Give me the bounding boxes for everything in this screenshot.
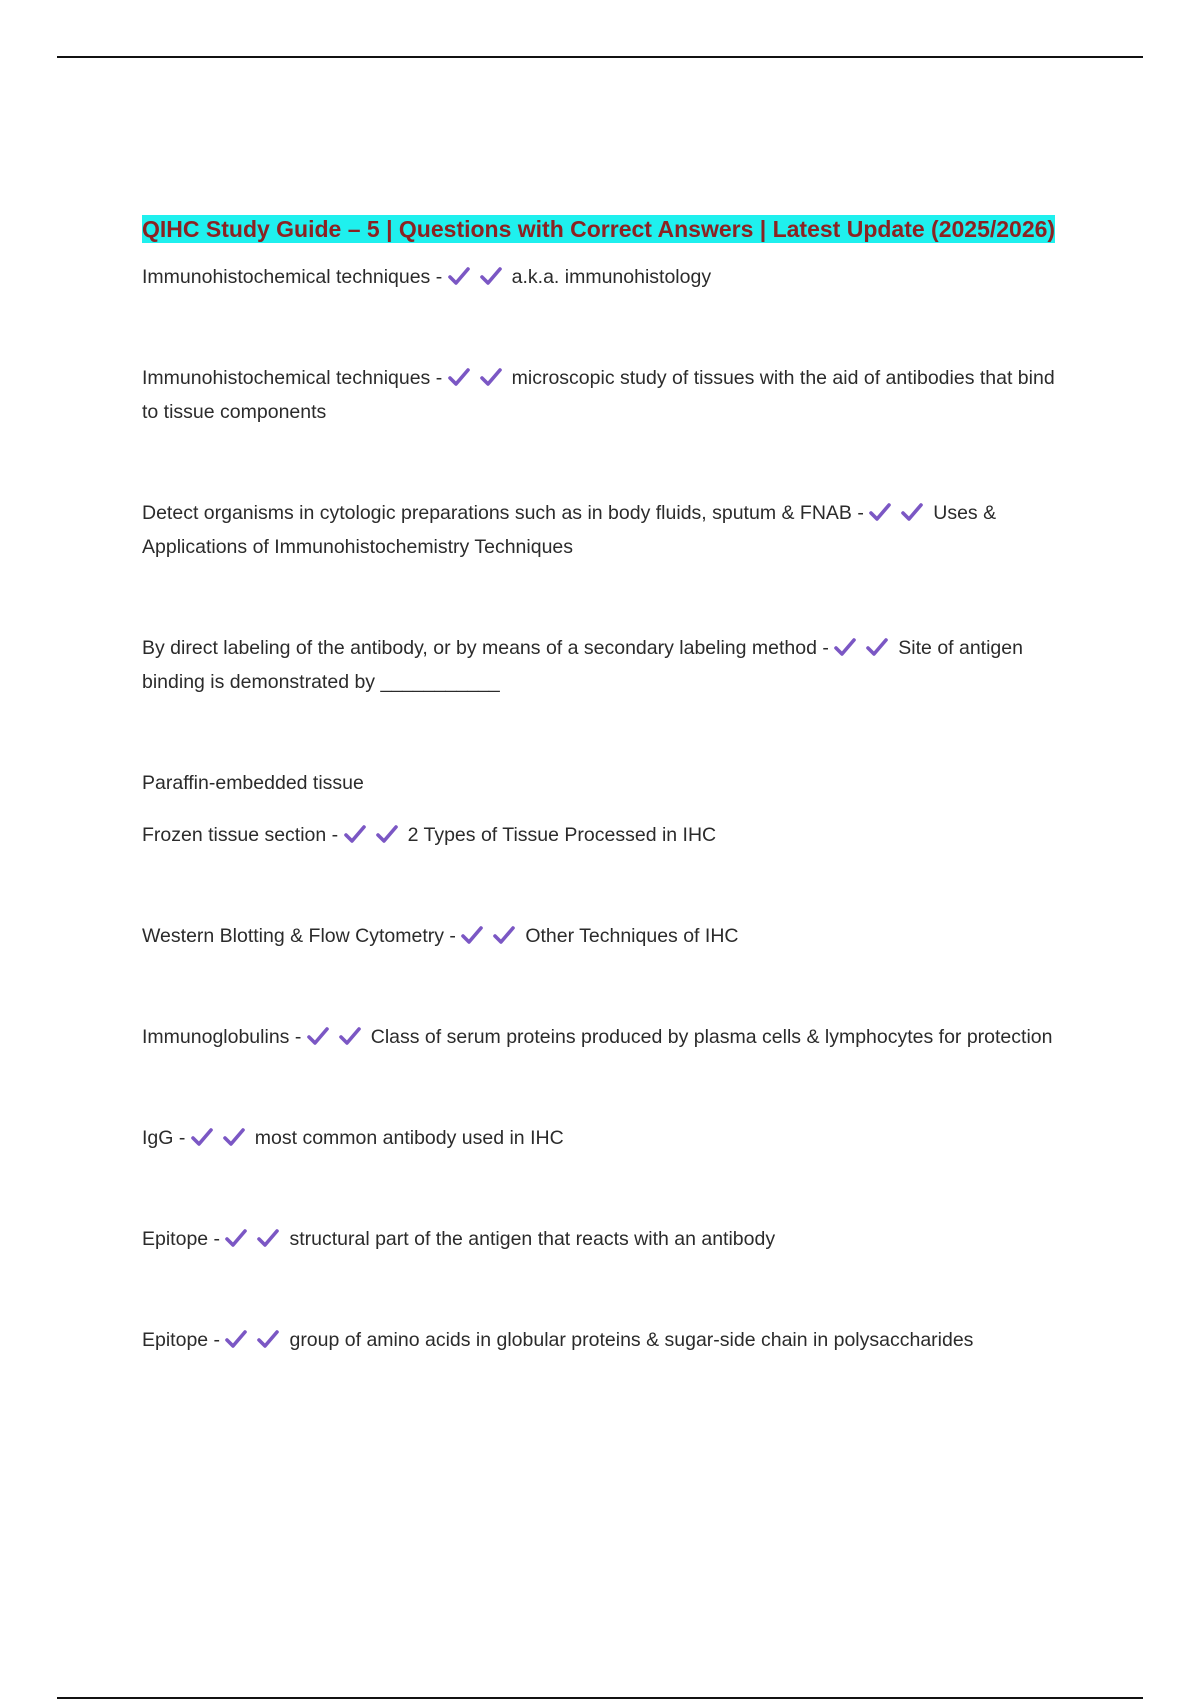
check-icon xyxy=(257,1329,279,1349)
qa-definition: 2 Types of Tissue Processed in IHC xyxy=(407,824,717,846)
qa-term: Immunohistochemical techniques - xyxy=(142,367,448,389)
qa-definition: most common antibody used in IHC xyxy=(254,1127,564,1149)
title-highlight: QIHC Study Guide – 5 | Questions with Correct Answers | Latest Update (2025/2026) xyxy=(142,216,1056,242)
check-icon xyxy=(344,824,366,844)
qa-term: Frozen tissue section - xyxy=(142,824,344,846)
header-rule xyxy=(57,56,1143,58)
qa-term: Detect organisms in cytologic preparations such as in body fluids, sputum & FNAB - xyxy=(142,502,870,524)
qa-definition: a.k.a. immunohistology xyxy=(511,266,712,288)
qa-pre-line: Paraffin-embedded tissue xyxy=(142,772,364,794)
qa-item xyxy=(142,919,1062,953)
check-icon xyxy=(257,1228,279,1248)
qa-definition: microscopic study of tissues with the aid of antibodies that bind to tissue components xyxy=(142,367,1055,423)
check-icon xyxy=(448,266,470,286)
qa-definition: structural part of the antigen that reacts with an antibody xyxy=(289,1228,776,1250)
check-icon xyxy=(493,925,515,945)
check-icon xyxy=(223,1127,245,1147)
check-icon xyxy=(461,925,483,945)
check-icon xyxy=(448,367,470,387)
check-icon xyxy=(307,1026,329,1046)
qa-definition: Class of serum proteins produced by plasma cells & lymphocytes for protection xyxy=(370,1026,1053,1048)
qa-definition: Site of antigen binding is demonstrated by ___________ xyxy=(142,637,1023,693)
document-body xyxy=(142,210,1062,1357)
qa-item xyxy=(142,496,1062,564)
qa-term: Western Blotting & Flow Cytometry - xyxy=(142,925,462,947)
footer-rule xyxy=(57,1697,1143,1699)
qa-item xyxy=(142,260,1062,294)
qa-term: IgG - xyxy=(142,1127,191,1149)
qa-item xyxy=(142,1121,1062,1155)
check-icon xyxy=(866,637,888,657)
check-icon xyxy=(901,502,923,522)
qa-term: Immunohistochemical techniques - xyxy=(142,266,448,288)
qa-definition: group of amino acids in globular proteins & sugar-side chain in polysaccharides xyxy=(289,1329,974,1351)
qa-item xyxy=(142,1323,1062,1357)
check-icon xyxy=(225,1228,247,1248)
check-icon xyxy=(376,824,398,844)
check-icon xyxy=(480,266,502,286)
check-icon xyxy=(480,367,502,387)
check-icon xyxy=(225,1329,247,1349)
qa-definition: Uses & Applications of Immunohistochemistry Techniques xyxy=(142,502,997,558)
qa-item xyxy=(142,1222,1062,1256)
qa-item xyxy=(142,631,1062,699)
qa-definition: Other Techniques of IHC xyxy=(525,925,739,947)
check-icon xyxy=(339,1026,361,1046)
qa-item xyxy=(142,1020,1062,1054)
check-icon xyxy=(834,637,856,657)
qa-item xyxy=(142,818,1062,852)
page-title xyxy=(142,210,1062,248)
qa-term: By direct labeling of the antibody, or by means of a secondary labeling method - xyxy=(142,637,835,659)
qa-term: Epitope - xyxy=(142,1228,226,1250)
qa-item xyxy=(142,361,1062,429)
check-icon xyxy=(191,1127,213,1147)
qa-term: Immunoglobulins - xyxy=(142,1026,307,1048)
check-icon xyxy=(869,502,891,522)
qa-term: Epitope - xyxy=(142,1329,226,1351)
